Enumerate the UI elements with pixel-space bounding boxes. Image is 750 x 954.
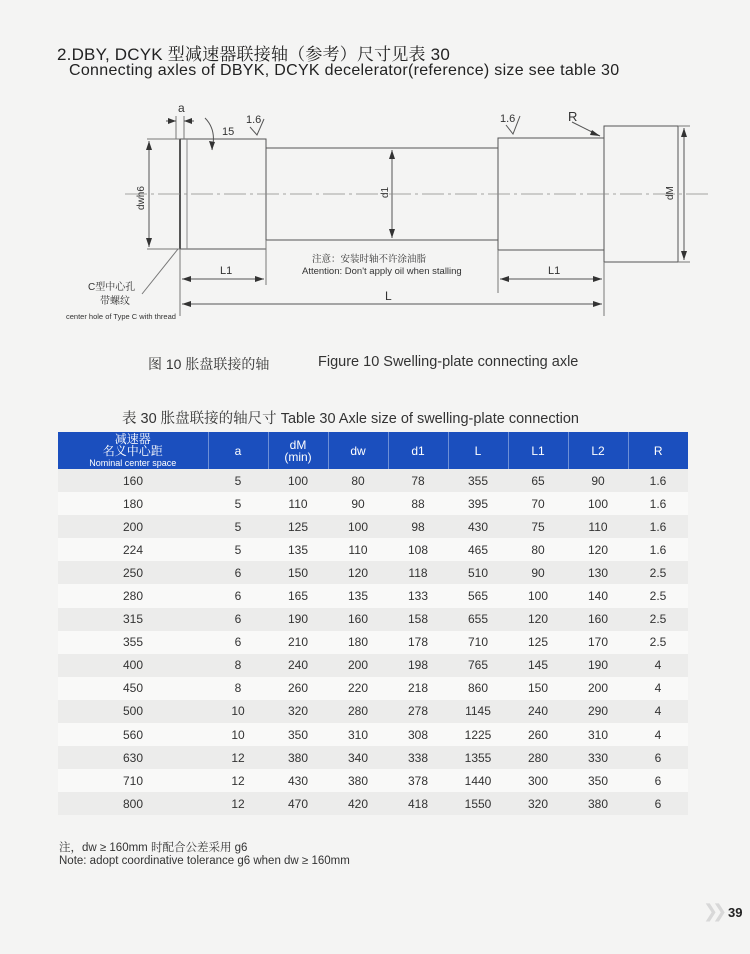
header-nominal-en: Nominal center space xyxy=(89,457,177,468)
table-cell: 220 xyxy=(328,677,388,700)
table-cell: 565 xyxy=(448,584,508,607)
table-cell: 6 xyxy=(208,584,268,607)
table-cell: 260 xyxy=(268,677,328,700)
table-row xyxy=(58,469,688,492)
table-cell: 100 xyxy=(268,469,328,492)
table-cell: 8 xyxy=(208,654,268,677)
table-cell: 400 xyxy=(58,654,208,677)
table-cell: 6 xyxy=(208,561,268,584)
table-cell: 308 xyxy=(388,723,448,746)
table-cell: 12 xyxy=(208,746,268,769)
table-cell: 430 xyxy=(268,769,328,792)
table-cell: 280 xyxy=(58,584,208,607)
table-cell: 1440 xyxy=(448,769,508,792)
table-cell: 6 xyxy=(628,792,688,815)
table-cell: 630 xyxy=(58,746,208,769)
table-cell: 250 xyxy=(58,561,208,584)
section-heading-en: Connecting axles of DBYK, DCYK decelerator(reference) size see table 30 xyxy=(69,62,620,79)
table-row xyxy=(58,746,688,769)
table-cell: 310 xyxy=(328,723,388,746)
table-cell: 710 xyxy=(58,769,208,792)
note-cn: 注，dw ≥ 160mm 时配合公差采用 g6 xyxy=(59,842,248,854)
table-cell: 278 xyxy=(388,700,448,723)
table-cell: 198 xyxy=(388,654,448,677)
table-cell: 5 xyxy=(208,469,268,492)
table-cell: 300 xyxy=(508,769,568,792)
attention-note-en: Attention: Don't apply oil when stalling xyxy=(302,266,462,277)
table-cell: 4 xyxy=(628,700,688,723)
table-cell: 165 xyxy=(268,584,328,607)
table-cell: 170 xyxy=(568,631,628,654)
axle-size-table xyxy=(58,432,688,815)
table-cell: 380 xyxy=(268,746,328,769)
table-cell: 338 xyxy=(388,746,448,769)
table-cell: 5 xyxy=(208,492,268,515)
table-row xyxy=(58,700,688,723)
table-cell: 98 xyxy=(388,515,448,538)
table-cell: 100 xyxy=(328,515,388,538)
table-caption-en: Table 30 Axle size of swelling-plate connection xyxy=(280,411,579,427)
table-cell: 180 xyxy=(58,492,208,515)
table-cell: 200 xyxy=(58,515,208,538)
table-cell: 150 xyxy=(508,677,568,700)
header-l2: L2 xyxy=(568,432,628,469)
table-cell: 90 xyxy=(328,492,388,515)
table-cell: 210 xyxy=(268,631,328,654)
table-cell: 260 xyxy=(508,723,568,746)
table-cell: 240 xyxy=(268,654,328,677)
table-cell: 500 xyxy=(58,700,208,723)
table-cell: 88 xyxy=(388,492,448,515)
table-row xyxy=(58,492,688,515)
table-cell: 6 xyxy=(628,746,688,769)
table-cell: 200 xyxy=(328,654,388,677)
chevron-decoration-icon: ❯❯ xyxy=(703,901,722,921)
table-row xyxy=(58,561,688,584)
table-cell: 5 xyxy=(208,538,268,561)
label-l1-right: L1 xyxy=(548,265,561,277)
header-dm-label: dM xyxy=(289,437,307,452)
table-row xyxy=(58,792,688,815)
table-cell: 315 xyxy=(58,608,208,631)
figure-caption-en: Figure 10 Swelling-plate connecting axle xyxy=(318,354,579,370)
table-cell: 145 xyxy=(508,654,568,677)
table-cell: 320 xyxy=(268,700,328,723)
table-row xyxy=(58,631,688,654)
table-row xyxy=(58,538,688,561)
header-a: a xyxy=(208,432,268,469)
header-dw: dw xyxy=(328,432,388,469)
table-cell: 160 xyxy=(568,608,628,631)
table-cell: 350 xyxy=(268,723,328,746)
table-cell: 2.5 xyxy=(628,631,688,654)
table-cell: 108 xyxy=(388,538,448,561)
table-cell: 1.6 xyxy=(628,469,688,492)
table-row xyxy=(58,608,688,631)
table-cell: 190 xyxy=(568,654,628,677)
table-cell: 140 xyxy=(568,584,628,607)
table-cell: 10 xyxy=(208,700,268,723)
label-a: a xyxy=(178,101,185,115)
table-cell: 200 xyxy=(568,677,628,700)
table-cell: 1.6 xyxy=(628,515,688,538)
table-cell: 470 xyxy=(268,792,328,815)
table-cell: 465 xyxy=(448,538,508,561)
table-cell: 1.6 xyxy=(628,492,688,515)
table-cell: 1145 xyxy=(448,700,508,723)
table-cell: 450 xyxy=(58,677,208,700)
table-cell: 6 xyxy=(208,631,268,654)
table-row xyxy=(58,654,688,677)
label-r: R xyxy=(568,109,578,124)
page-number: 39 xyxy=(728,905,743,920)
table-cell: 178 xyxy=(388,631,448,654)
note-en: Note: adopt coordinative tolerance g6 when dw ≥ 160mm xyxy=(59,855,350,867)
table-cell: 2.5 xyxy=(628,561,688,584)
table-cell: 150 xyxy=(268,561,328,584)
label-angle: 15 xyxy=(222,126,235,138)
table-cell: 224 xyxy=(58,538,208,561)
table-cell: 80 xyxy=(508,538,568,561)
table-cell: 310 xyxy=(568,723,628,746)
header-dm-min: (min) xyxy=(284,449,312,464)
table-cell: 330 xyxy=(568,746,628,769)
table-cell: 2.5 xyxy=(628,584,688,607)
table-cell: 120 xyxy=(508,608,568,631)
table-cell: 710 xyxy=(448,631,508,654)
table-cell: 240 xyxy=(508,700,568,723)
attention-note-cn: 注意：安装时轴不许涂油脂 xyxy=(312,254,427,265)
section-heading-cn: 2.DBY, DCYK 型减速器联接轴（参考）尺寸见表 30 xyxy=(57,45,450,64)
table-caption-cn: 表 30 胀盘联接的轴尺寸 xyxy=(122,411,277,427)
table-row xyxy=(58,677,688,700)
table-cell: 135 xyxy=(328,584,388,607)
table-cell: 75 xyxy=(508,515,568,538)
table-cell: 655 xyxy=(448,608,508,631)
header-l1: L1 xyxy=(508,432,568,469)
table-cell: 190 xyxy=(268,608,328,631)
table-cell: 70 xyxy=(508,492,568,515)
header-r: R xyxy=(628,432,688,469)
table-cell: 10 xyxy=(208,723,268,746)
table-cell: 218 xyxy=(388,677,448,700)
table-cell: 355 xyxy=(448,469,508,492)
table-cell: 860 xyxy=(448,677,508,700)
center-hole-label-cn1: C型中心孔 xyxy=(88,282,136,293)
table-cell: 5 xyxy=(208,515,268,538)
table-cell: 120 xyxy=(568,538,628,561)
table-cell: 110 xyxy=(268,492,328,515)
table-row xyxy=(58,515,688,538)
table-cell: 158 xyxy=(388,608,448,631)
table-row xyxy=(58,769,688,792)
table-cell: 418 xyxy=(388,792,448,815)
table-cell: 118 xyxy=(388,561,448,584)
table-cell: 125 xyxy=(268,515,328,538)
table-row xyxy=(58,584,688,607)
table-cell: 765 xyxy=(448,654,508,677)
table-cell: 280 xyxy=(328,700,388,723)
table-cell: 4 xyxy=(628,723,688,746)
table-cell: 65 xyxy=(508,469,568,492)
header-l: L xyxy=(448,432,508,469)
table-cell: 180 xyxy=(328,631,388,654)
table-cell: 6 xyxy=(208,608,268,631)
table-cell: 110 xyxy=(328,538,388,561)
table-cell: 4 xyxy=(628,654,688,677)
table-cell: 8 xyxy=(208,677,268,700)
table-cell: 378 xyxy=(388,769,448,792)
table-cell: 12 xyxy=(208,769,268,792)
table-cell: 1355 xyxy=(448,746,508,769)
table-cell: 100 xyxy=(508,584,568,607)
label-d1: d1 xyxy=(380,186,391,198)
table-cell: 510 xyxy=(448,561,508,584)
center-hole-label-cn2: 带螺纹 xyxy=(100,296,130,307)
table-cell: 6 xyxy=(628,769,688,792)
table-cell: 560 xyxy=(58,723,208,746)
table-cell: 90 xyxy=(568,469,628,492)
table-cell: 430 xyxy=(448,515,508,538)
table-cell: 290 xyxy=(568,700,628,723)
header-dm xyxy=(268,432,328,469)
axle-drawing xyxy=(0,0,750,340)
table-cell: 125 xyxy=(508,631,568,654)
table-cell: 1550 xyxy=(448,792,508,815)
table-row xyxy=(58,723,688,746)
label-roughness-right: 1.6 xyxy=(500,113,516,125)
table-header-row xyxy=(58,432,688,469)
table-cell: 380 xyxy=(568,792,628,815)
table-cell: 160 xyxy=(328,608,388,631)
table-cell: 1.6 xyxy=(628,538,688,561)
header-nominal-cn2: 名义中心距 xyxy=(102,443,163,458)
figure-caption-cn: 图 10 胀盘联接的轴 xyxy=(148,356,270,372)
table-cell: 320 xyxy=(508,792,568,815)
table-cell: 100 xyxy=(568,492,628,515)
table-cell: 350 xyxy=(568,769,628,792)
label-l: L xyxy=(385,289,392,303)
center-hole-label-en: center hole of Type C with thread xyxy=(66,312,176,321)
table-body xyxy=(58,469,688,815)
header-d1: d1 xyxy=(388,432,448,469)
table-cell: 395 xyxy=(448,492,508,515)
table-cell: 340 xyxy=(328,746,388,769)
label-dm: dM xyxy=(665,186,676,200)
table-cell: 800 xyxy=(58,792,208,815)
table-cell: 133 xyxy=(388,584,448,607)
table-cell: 135 xyxy=(268,538,328,561)
header-nominal-center xyxy=(58,432,208,469)
table-cell: 80 xyxy=(328,469,388,492)
table-caption xyxy=(122,407,579,428)
table-cell: 280 xyxy=(508,746,568,769)
header-nominal-cn1: 减速器 xyxy=(114,431,151,446)
label-l1-left: L1 xyxy=(220,265,233,277)
table-cell: 12 xyxy=(208,792,268,815)
table-cell: 420 xyxy=(328,792,388,815)
table-cell: 2.5 xyxy=(628,608,688,631)
table-cell: 4 xyxy=(628,677,688,700)
table-cell: 120 xyxy=(328,561,388,584)
label-dwh6: dwh6 xyxy=(136,186,147,210)
table-cell: 355 xyxy=(58,631,208,654)
table-cell: 1225 xyxy=(448,723,508,746)
table-cell: 110 xyxy=(568,515,628,538)
label-roughness-left: 1.6 xyxy=(246,114,262,126)
table-cell: 90 xyxy=(508,561,568,584)
table-cell: 78 xyxy=(388,469,448,492)
table-cell: 380 xyxy=(328,769,388,792)
table-cell: 160 xyxy=(58,469,208,492)
table-cell: 130 xyxy=(568,561,628,584)
